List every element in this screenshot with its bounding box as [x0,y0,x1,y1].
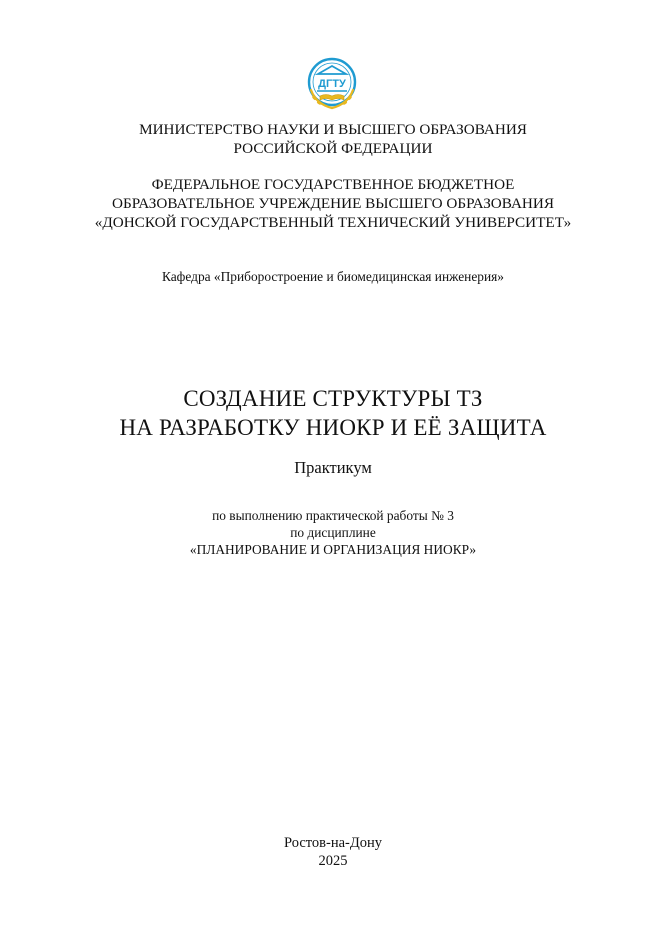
logo-roof [318,66,346,74]
institution-heading [0,175,666,232]
ministry-heading [0,120,666,158]
title-line: НА РАЗРАБОТКУ НИОКР И ЕЁ ЗАЩИТА [119,415,547,440]
ministry-line: РОССИЙСКОЙ ФЕДЕРАЦИИ [233,140,433,157]
department-line: Кафедра «Приборостроение и биомедицинская инженерия» [161,269,504,284]
ministry-line: МИНИСТЕРСТВО НАУКИ И ВЫСШЕГО ОБРАЗОВАНИЯ [139,121,527,138]
logo-lettering: ДГТУ [318,78,346,90]
subtitle-line: по выполнению практической работы № 3 [212,508,454,523]
department-name [0,268,666,285]
institution-line: ФЕДЕРАЛЬНОЕ ГОСУДАРСТВЕННОЕ БЮДЖЕТНОЕ [151,176,515,193]
document-type [0,458,666,478]
imprint [0,834,666,870]
title-line: СОЗДАНИЕ СТРУКТУРЫ ТЗ [183,386,483,411]
institution-line: «ДОНСКОЙ ГОСУДАРСТВЕННЫЙ ТЕХНИЧЕСКИЙ УНИВЕРСИТЕТ» [94,214,572,231]
doc-type-line: Практикум [294,458,372,477]
document-title [0,384,666,442]
city-name: Ростов-на-Дону [284,835,382,851]
publication-year: 2025 [318,853,348,869]
university-logo [302,56,362,120]
document-subtitle [0,507,666,558]
subtitle-line: «ПЛАНИРОВАНИЕ И ОРГАНИЗАЦИЯ НИОКР» [189,542,477,557]
institution-line: ОБРАЗОВАТЕЛЬНОЕ УЧРЕЖДЕНИЕ ВЫСШЕГО ОБРАЗОВАНИЯ [112,195,554,212]
subtitle-line: по дисциплине [290,525,376,540]
